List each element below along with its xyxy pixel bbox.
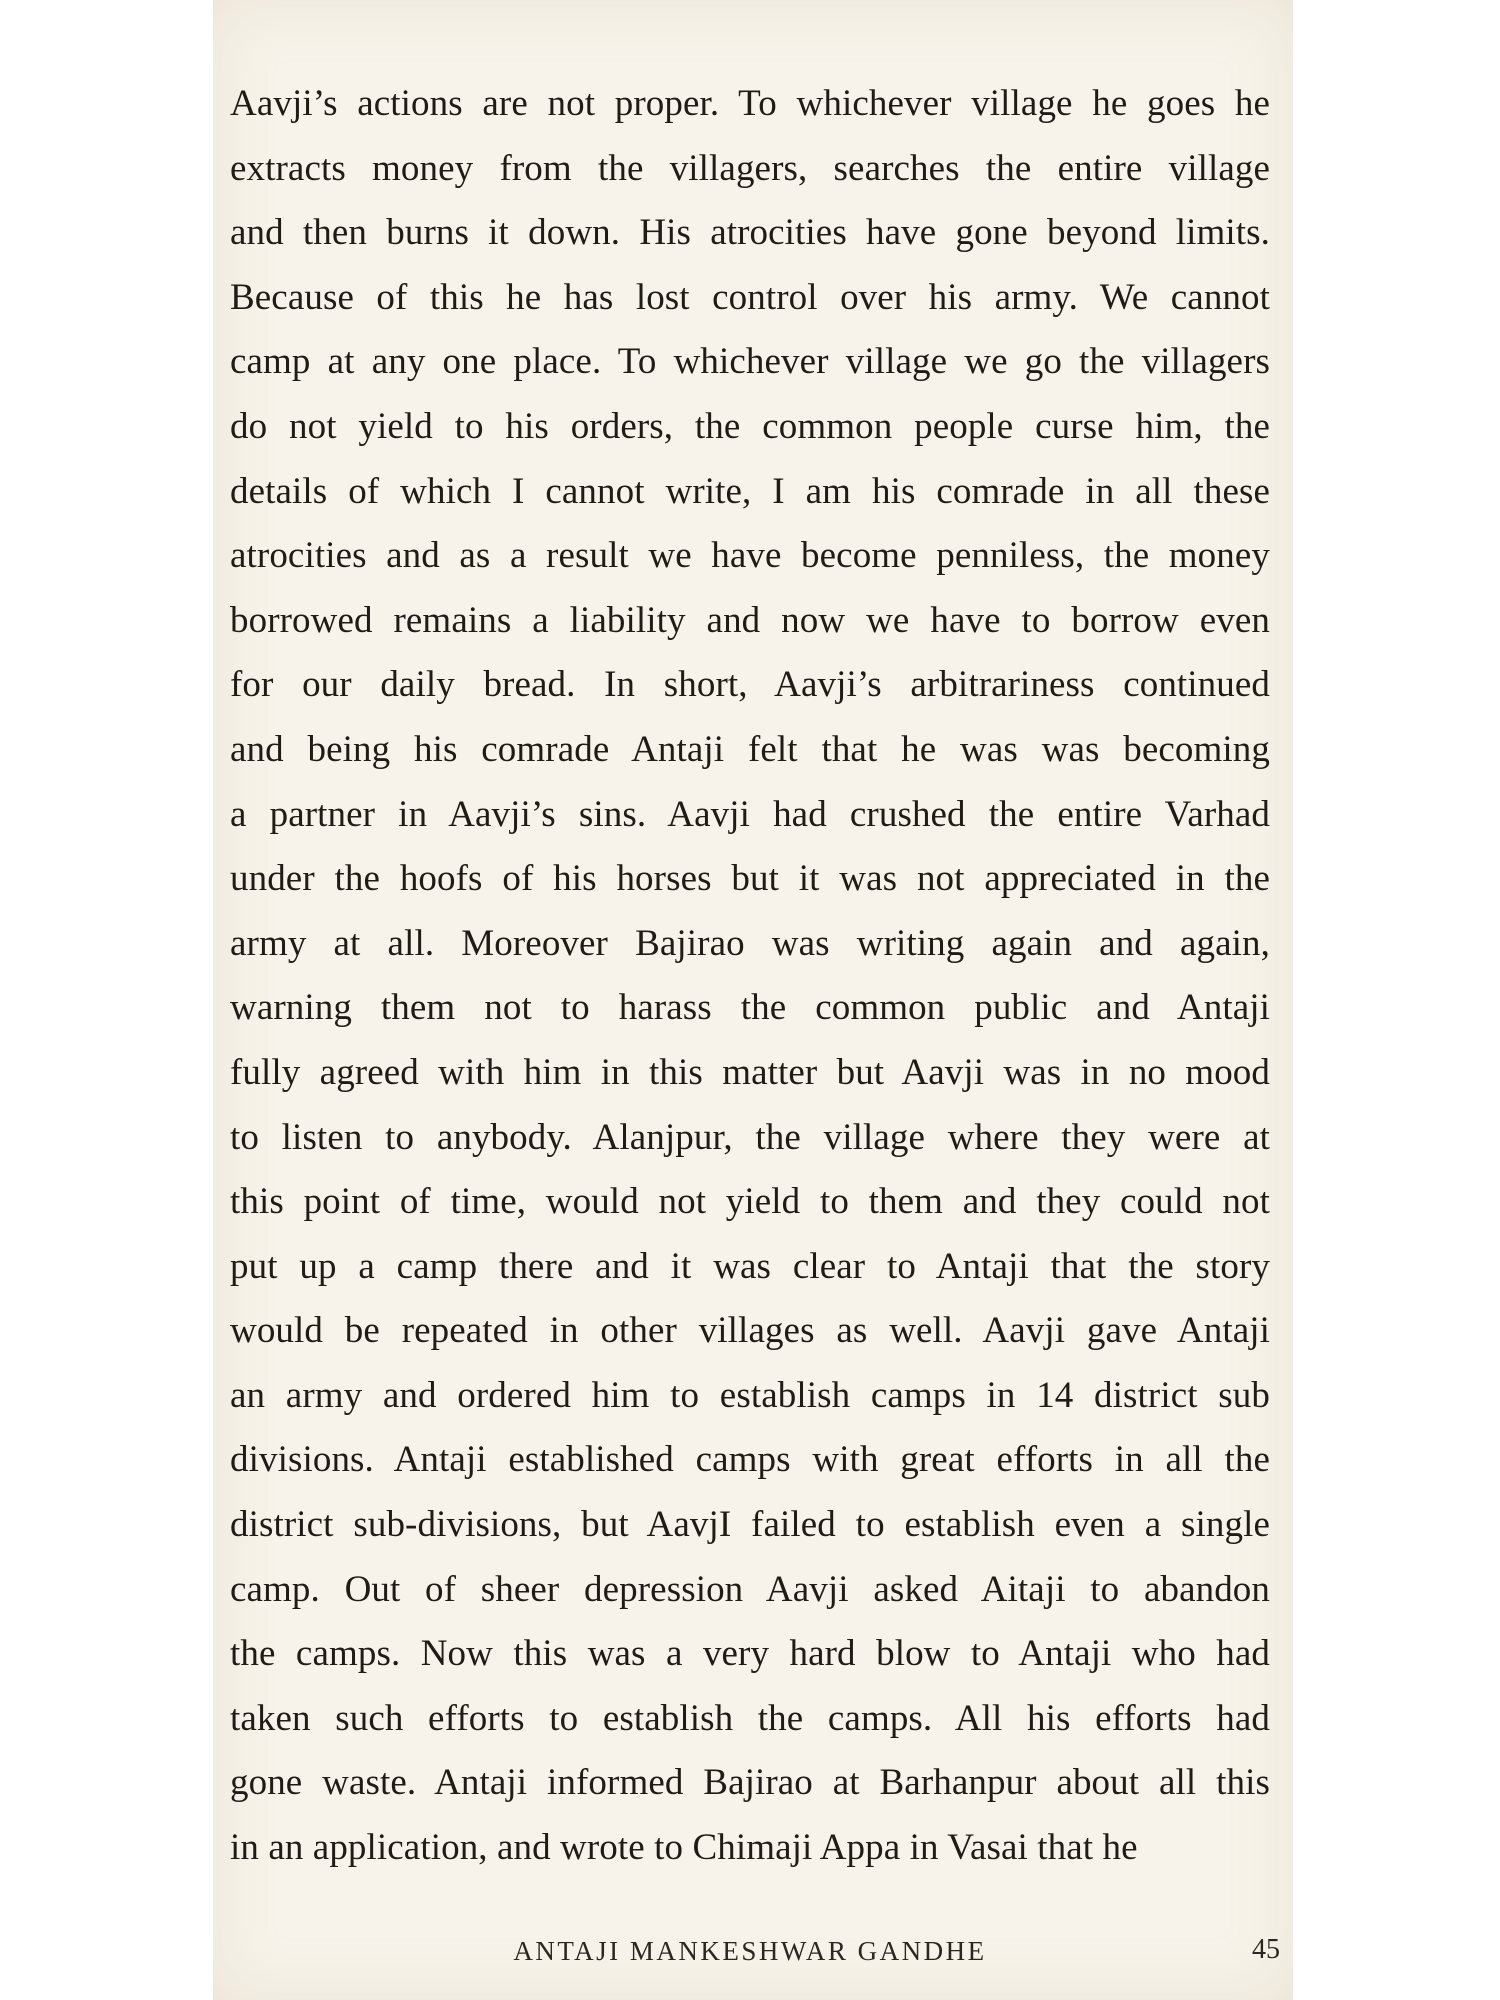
text-line: to listen to anybody. Alanjpur, the village where they were at: [230, 1116, 1270, 1158]
text-line: camp at any one place. To whichever village we go the villagers: [230, 341, 1270, 383]
text-line: gone waste. Antaji informed Bajirao at Barhanpur about all this: [230, 1762, 1270, 1804]
text-line: details of which I cannot write, I am his comrade in all these: [230, 470, 1270, 512]
text-line: under the hoofs of his horses but it was not appreciated in the: [230, 858, 1270, 900]
text-line: a partner in Aavji’s sins. Aavji had crushed the entire Varhad: [230, 793, 1270, 835]
text-line: army at all. Moreover Bajirao was writing again and again,: [230, 922, 1270, 964]
text-line: the camps. Now this was a very hard blow to Antaji who had: [230, 1633, 1270, 1675]
text-line: would be repeated in other villages as well. Aavji gave Antaji: [230, 1310, 1270, 1352]
text-line: this point of time, would not yield to them and they could not: [230, 1181, 1270, 1223]
text-line: Because of this he has lost control over his army. We cannot: [230, 276, 1270, 318]
text-line: fully agreed with him in this matter but Aavji was in no mood: [230, 1051, 1270, 1093]
text-line: warning them not to harass the common public and Antaji: [230, 987, 1270, 1029]
text-line: and being his comrade Antaji felt that he was was becoming: [230, 728, 1270, 770]
text-line: do not yield to his orders, the common people curse him, the: [230, 405, 1270, 447]
text-line: taken such efforts to establish the camps. All his efforts had: [230, 1697, 1270, 1739]
text-line: Aavji’s actions are not proper. To whichever village he goes he: [230, 83, 1270, 124]
text-line: put up a camp there and it was clear to Antaji that the story: [230, 1245, 1270, 1287]
text-line: extracts money from the villagers, searches the entire village: [230, 147, 1270, 189]
text-line: borrowed remains a liability and now we have to borrow even: [230, 599, 1270, 641]
text-line: for our daily bread. In short, Aavji’s arbitrariness continued: [230, 664, 1270, 706]
page-number: 45: [1252, 1934, 1280, 1965]
text-line: an army and ordered him to establish camps in 14 district sub: [230, 1374, 1270, 1416]
text-line: divisions. Antaji established camps with great efforts in all the: [230, 1439, 1270, 1481]
text-line: camp. Out of sheer depression Aavji asked Aitaji to abandon: [230, 1568, 1270, 1610]
page-body-text: [230, 72, 1270, 1881]
text-line: district sub-divisions, but AavjI failed to establish even a single: [230, 1504, 1270, 1546]
text-line: in an application, and wrote to Chimaji Appa in Vasai that he: [230, 1827, 1138, 1869]
text-line: and then burns it down. His atrocities have gone beyond limits.: [230, 212, 1270, 254]
text-line: atrocities and as a result we have become penniless, the money: [230, 535, 1270, 577]
running-footer-title: ANTAJI MANKESHWAR GANDHE: [513, 1936, 987, 1966]
